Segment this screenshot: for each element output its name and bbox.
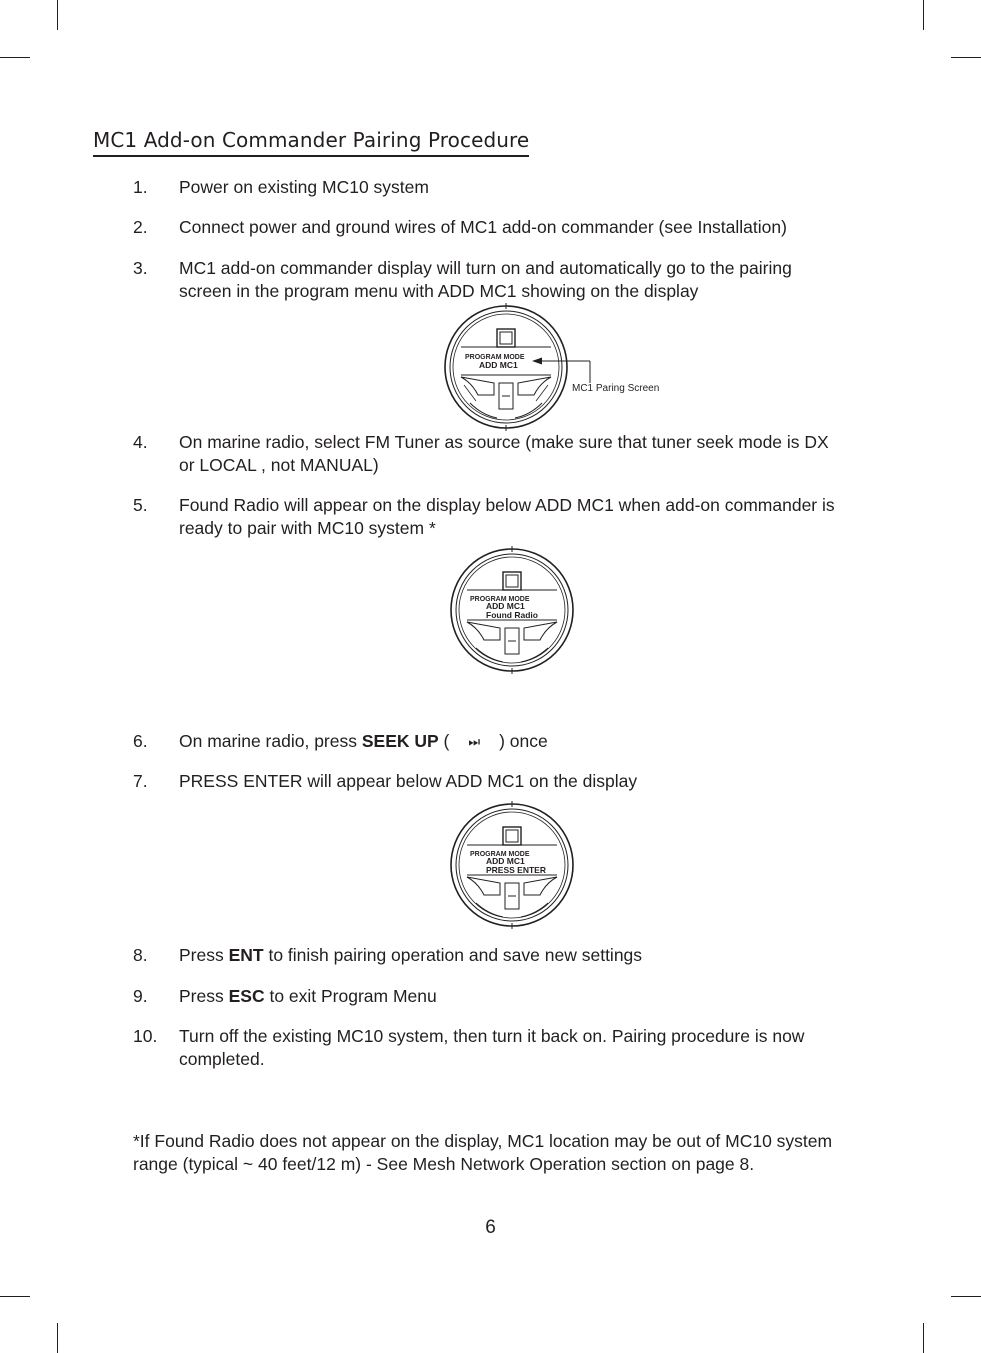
- step-number: 2.: [133, 217, 148, 237]
- step-text-line-1: MC1 add-on commander display will turn on and automatically go to the pairing: [179, 258, 792, 278]
- step-text: Connect power and ground wires of MC1 add-on commander (see Installation): [179, 217, 787, 237]
- crop-mark-bottom-left-horizontal: [0, 1296, 30, 1297]
- step-text: [179, 1025, 903, 1071]
- display-mode-text: PROGRAM MODE: [470, 851, 530, 858]
- step-text-line-1: Turn off the existing MC10 system, then turn it back on. Pairing procedure is now: [179, 1026, 805, 1046]
- ent-label: ENT: [228, 945, 264, 965]
- step-text-open-paren: (: [438, 731, 455, 751]
- step-number: 7.: [133, 771, 148, 791]
- footnote: [133, 1130, 913, 1176]
- footnote-line-1: *If Found Radio does not appear on the display, MC1 location may be out of MC10 system: [133, 1131, 833, 1151]
- step-text: PRESS ENTER will appear below ADD MC1 on the display: [179, 771, 638, 791]
- callout-label: MC1 Paring Screen: [572, 383, 660, 394]
- footnote-line-2: range (typical ~ 40 feet/12 m) - See Mesh Network Operation section on page 8.: [133, 1154, 755, 1174]
- step-text-line-2: completed.: [179, 1049, 265, 1069]
- step-number: 4.: [133, 432, 148, 452]
- step-text: [179, 494, 903, 540]
- step-text-line-2: ready to pair with MC10 system *: [179, 518, 436, 538]
- step-number: 1.: [133, 177, 148, 197]
- step-text: [179, 257, 903, 303]
- step-text-prefix: Press: [179, 945, 229, 965]
- step-text: [179, 985, 903, 1008]
- step-text-line-1: On marine radio, select FM Tuner as source (make sure that tuner seek mode is DX: [179, 432, 829, 452]
- display-mode-text: PROGRAM MODE: [470, 596, 530, 603]
- step-text: [179, 730, 903, 753]
- mc1-display-illustration-1: [442, 303, 682, 433]
- mc1-display-illustration-2: [448, 546, 576, 674]
- step-text-line-2: screen in the program menu with ADD MC1 showing on the display: [179, 281, 699, 301]
- step-text-suffix: ) once: [494, 731, 548, 751]
- page-title: MC1 Add-on Commander Pairing Procedure: [93, 128, 529, 157]
- crop-mark-top-right-vertical: [923, 0, 924, 30]
- step-number: 3.: [133, 258, 148, 278]
- step-text-suffix: to exit Program Menu: [264, 986, 437, 1006]
- seek-up-icon: ⏭: [468, 734, 481, 749]
- display-line-1: ADD MC1: [479, 360, 518, 370]
- step-text: Power on existing MC10 system: [179, 177, 429, 197]
- step-text-line-1: Found Radio will appear on the display below ADD MC1 when add-on commander is: [179, 495, 835, 515]
- crop-mark-bottom-left-vertical: [57, 1323, 58, 1353]
- step-number: 8.: [133, 945, 148, 965]
- step-text-line-2: or LOCAL , not MANUAL): [179, 455, 379, 475]
- display-line-2: Found Radio: [486, 610, 538, 620]
- display-line-1: ADD MC1: [486, 856, 525, 866]
- mc1-display-illustration-3: [448, 801, 576, 929]
- esc-label: ESC: [228, 986, 265, 1006]
- crop-mark-top-left-horizontal: [0, 57, 30, 58]
- display-line-1: ADD MC1: [486, 601, 525, 611]
- step-number: 10.: [133, 1026, 158, 1046]
- step-text: [179, 944, 903, 967]
- step-text-prefix: Press: [179, 986, 229, 1006]
- step-number: 9.: [133, 986, 148, 1006]
- step-text-prefix: On marine radio, press: [179, 731, 362, 751]
- step-number: 5.: [133, 495, 148, 515]
- step-text-suffix: to finish pairing operation and save new settings: [263, 945, 643, 965]
- seek-up-label: SEEK UP: [361, 731, 439, 751]
- display-mode-text: PROGRAM MODE: [465, 354, 525, 361]
- callout-arrow-icon: [532, 358, 542, 365]
- page-number: 6: [485, 1217, 496, 1238]
- step-number: 6.: [133, 731, 148, 751]
- crop-mark-top-right-horizontal: [951, 57, 981, 58]
- crop-mark-bottom-right-vertical: [923, 1323, 924, 1353]
- step-text: [179, 431, 903, 477]
- display-line-2: PRESS ENTER: [486, 865, 546, 875]
- crop-mark-bottom-right-horizontal: [951, 1296, 981, 1297]
- crop-mark-top-left-vertical: [57, 0, 58, 30]
